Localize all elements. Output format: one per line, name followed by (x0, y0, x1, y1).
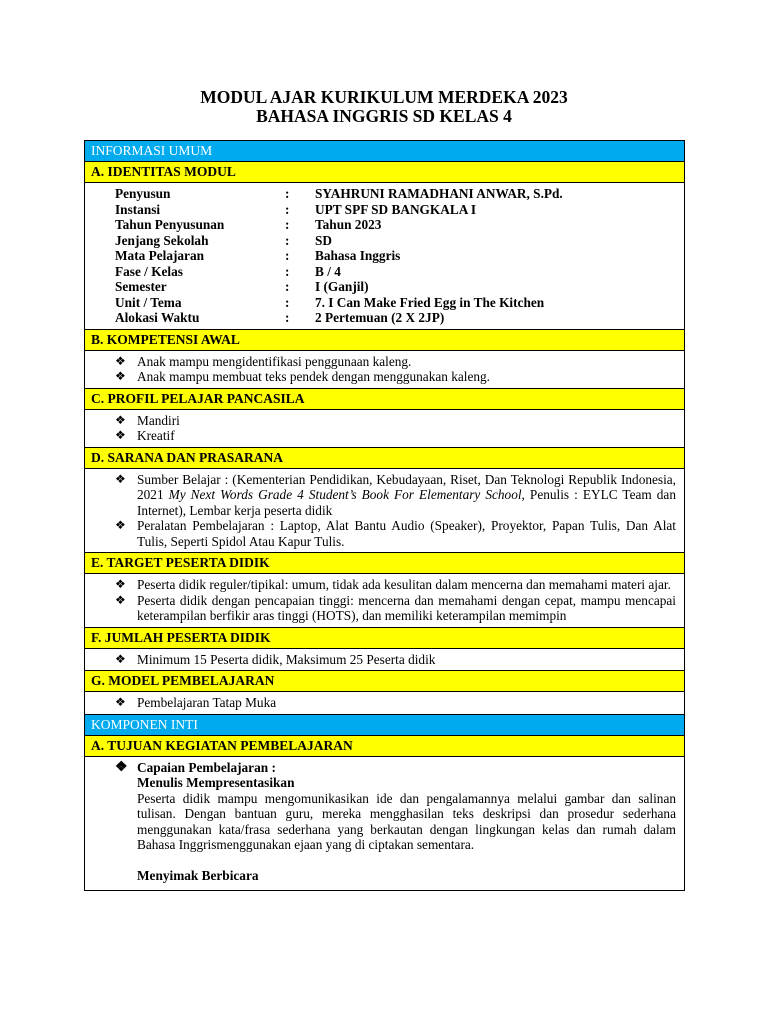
book-title: My Next Words Grade 4 Student’s Book For Elementary School, (168, 487, 525, 502)
list-item: ❖ Anak mampu mengidentifikasi penggunaan kaleng. (115, 354, 676, 370)
identitas-sep: : (285, 310, 290, 325)
sumber-belajar-text: Sumber Belajar : (Kementerian Pendidikan, Kebudayaan, Riset, Dan Teknologi Republik Indonesia, 2021 (137, 471, 676, 502)
identitas-value: 2 Pertemuan (2 X 2JP) (315, 310, 445, 325)
profil-pelajar-content (84, 409, 685, 447)
kompetensi-awal-list (85, 351, 684, 388)
list-item: ❖ Peralatan Pembelajaran : Laptop, Alat Bantu Audio (Speaker), Proyektor, Papan Tulis, Dan Alat Tulis, Seperti Spidol Atau Kapur Tulis. (115, 518, 676, 549)
identitas-label: Unit / Tema (115, 294, 182, 310)
section-header-jumlah-peserta-didik: F. JUMLAH PESERTA DIDIK (84, 627, 685, 648)
target-peserta-content (84, 573, 685, 627)
list-item: ❖ Anak mampu membuat teks pendek dengan menggunakan kaleng. (115, 369, 676, 385)
capaian-pembelajaran (85, 757, 684, 891)
identitas-label: Penyusun (115, 186, 171, 201)
section-header-target-peserta-didik: E. TARGET PESERTA DIDIK (84, 552, 685, 573)
list-item (115, 472, 676, 519)
identitas-sep: : (285, 201, 290, 217)
identitas-sep: : (285, 232, 290, 248)
identitas-value: SD (315, 232, 332, 248)
spacer (115, 853, 676, 868)
sarana-list (85, 469, 684, 553)
profil-pelajar-list (85, 410, 684, 447)
identitas-value: B / 4 (315, 263, 341, 279)
section-header-kompetensi-awal: B. KOMPETENSI AWAL (84, 329, 685, 350)
section-header-tujuan-kegiatan: A. TUJUAN KEGIATAN PEMBELAJARAN (84, 735, 685, 756)
identitas-label: Tahun Penyusunan (115, 217, 225, 232)
sarana-content (84, 468, 685, 553)
model-pembelajaran-content (84, 691, 685, 714)
identitas-sep: : (285, 263, 290, 279)
identitas-label: Semester (115, 279, 167, 294)
section-header-sarana-prasarana: D. SARANA DAN PRASARANA (84, 447, 685, 468)
identitas-sep: : (285, 279, 290, 294)
capaian-pembelajaran-label: ❖ Capaian Pembelajaran : (115, 760, 676, 776)
identitas-modul-content (84, 182, 685, 329)
section-header-komponen-inti: KOMPONEN INTI (84, 714, 685, 735)
identitas-label: Jenjang Sekolah (115, 232, 209, 248)
identitas-value: 7. I Can Make Fried Egg in The Kitchen (315, 294, 545, 310)
identitas-sep: : (285, 248, 290, 263)
identitas-sep: : (285, 217, 290, 232)
section-header-model-pembelajaran: G. MODEL PEMBELAJARAN (84, 670, 685, 691)
identitas-value: UPT SPF SD BANGKALA I (315, 201, 477, 217)
section-header-informasi-umum: INFORMASI UMUM (84, 140, 685, 161)
target-peserta-list (85, 574, 684, 627)
document-title-line-1: MODUL AJAR KURIKULUM MERDEKA 2023 (200, 87, 568, 107)
identitas-value: I (Ganjil) (315, 279, 369, 294)
subheading-menyimak: Menyimak Berbicara (137, 867, 259, 883)
identitas-grid (85, 183, 684, 329)
tujuan-content (84, 756, 685, 892)
identitas-label: Instansi (115, 201, 161, 217)
identitas-value: Tahun 2023 (315, 217, 382, 232)
list-item: ❖ Peserta didik dengan pencapaian tinggi: mencerna dan memahami dengan cepat, mampu mencapai keterampilan berfikir aras tinggi (HOTS), dan memiliki keterampilan memimpin (115, 593, 676, 624)
jumlah-peserta-content (84, 648, 685, 671)
identitas-label: Alokasi Waktu (115, 310, 200, 325)
identitas-label: Mata Pelajaran (115, 248, 204, 263)
module-table (84, 140, 685, 891)
list-item: ❖ Minimum 15 Peserta didik, Maksimum 25 Peserta didik (115, 652, 676, 668)
capaian-paragraph: Peserta didik mampu mengomunikasikan ide dan pengalamannya melalui gambar dan salinan tulisan. Dengan bantuan guru, mereka mengghasilan teks deskripsi dan prosedur sederhana menggunakan kata/frasa sederhana yang berkautan dengan lingkungan kelas dan rumah dalam Bahasa Inggrismenggunakan ejaan yang di ciptakan sementara. (137, 790, 676, 852)
list-item: ❖ Peserta didik reguler/tipikal: umum, tidak ada kesulitan dalam mencerna dan memahami materi ajar. (115, 577, 676, 593)
list-item: ❖ Mandiri (115, 413, 676, 429)
sumber-belajar-text-end: Penulis : EYLC Team dan Internet), Lembar kerja peserta didik (137, 487, 676, 518)
jumlah-peserta-list (85, 649, 684, 671)
identitas-sep: : (285, 186, 290, 201)
list-item: ❖ Pembelajaran Tatap Muka (115, 695, 676, 711)
section-header-identitas-modul: A. IDENTITAS MODUL (84, 161, 685, 182)
identitas-value: SYAHRUNI RAMADHANI ANWAR, S.Pd. (315, 186, 563, 201)
list-item: ❖ Kreatif (115, 428, 676, 444)
section-header-profil-pelajar-pancasila: C. PROFIL PELAJAR PANCASILA (84, 388, 685, 409)
model-pembelajaran-list (85, 692, 684, 714)
identitas-sep: : (285, 294, 290, 310)
document-title-line-2: BAHASA INGGRIS SD KELAS 4 (256, 106, 512, 126)
kompetensi-awal-content (84, 350, 685, 388)
subheading-menulis: Menulis Mempresentasikan (137, 775, 295, 790)
identitas-value: Bahasa Inggris (315, 248, 401, 263)
identitas-label: Fase / Kelas (115, 263, 183, 279)
